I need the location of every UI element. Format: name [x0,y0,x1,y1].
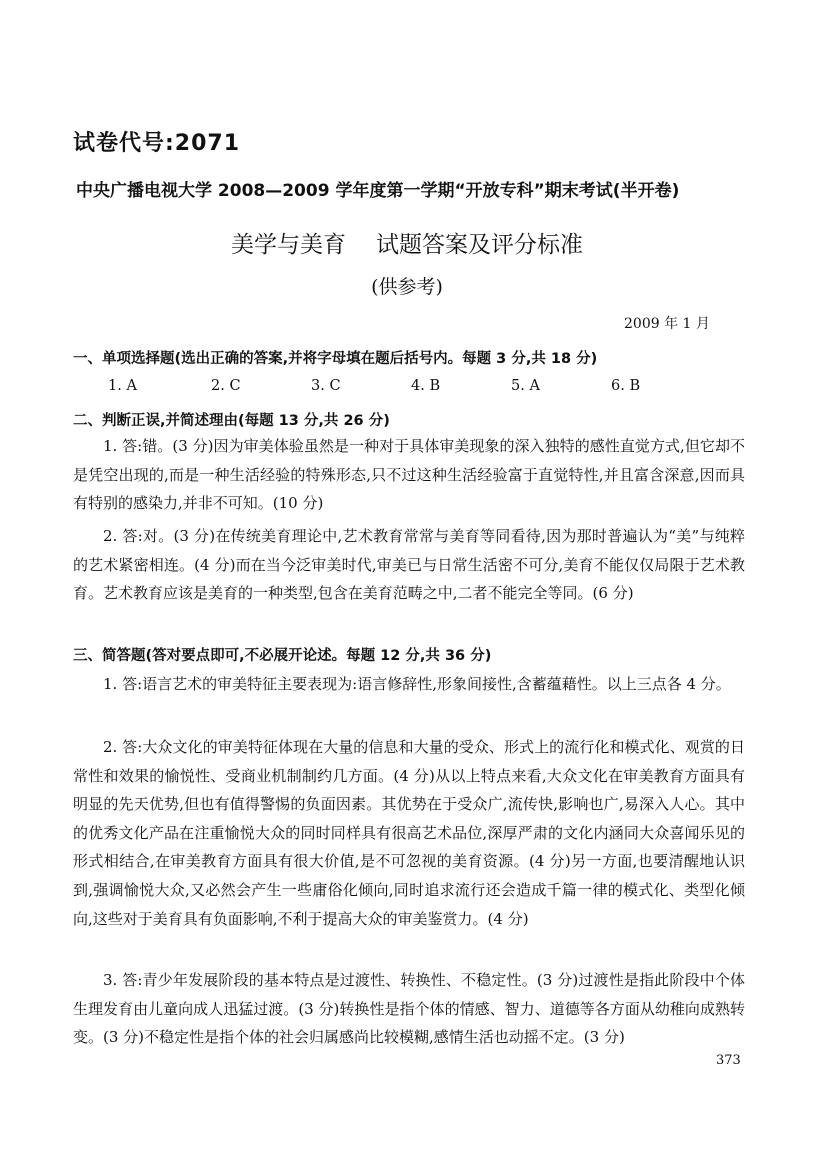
mc-answer-1: 1. A [108,378,137,394]
page-number: 373 [716,1053,741,1068]
section3-answer-3: 3. 答:青少年发展阶段的基本特点是过渡性、转换性、不稳定性。(3 分)过渡性是指此阶段中个体生理发育由儿童向成人迅猛过渡。(3 分)转换性是指个体的情感、智力、道德等各方面从幼稚向成熟转变。(3 分)不稳定性是指个体的社会归属感尚比较模糊,感情生活也动摇不定。(3 分) [73,971,745,1047]
section2-heading: 二、判断正误,并简述理由(每题 13 分,共 26 分) [73,413,390,429]
paper-code: 试卷代号:2071 [73,131,241,156]
exam-organization-line: 中央广播电视大学 2008—2009 学年度第一学期“开放专科”期末考试(半开卷) [76,181,680,201]
section1-heading: 一、单项选择题(选出正确的答案,并将字母填在题后括号内。每题 3 分,共 18 分) [73,351,598,367]
mc-answer-3: 3. C [311,378,341,394]
section3-heading: 三、简答题(答对要点即可,不必展开论述。每题 12 分,共 36 分) [73,648,492,664]
mc-answer-row [0,378,814,398]
mc-answer-4: 4. B [411,378,441,394]
section3-answer-2: 2. 答:大众文化的审美特征体现在大量的信息和大量的受众、形式上的流行化和模式化、观赏的日常性和效果的愉悦性、受商业机制制约几方面。(4 分)从以上特点来看,大众文化在审美教育方面具有明显的先天优势,但也有值得警惕的负面因素。其优势在于受众广,流传快,影响也广,易深入人心。其中的优秀文化产品在注重愉悦大众的同时同样具有很高艺术品位,深厚严肃的文化内涵同大众喜闻乐见的形式相结合,在审美教育方面具有很大价值,是不可忽视的美育资源。(4 分)另一方面,也要清醒地认识到,强调愉悦大众,又必然会产生一些庸俗化倾向,同时追求流行还会造成千篇一律的模式化、类型化倾向,这些对于美育具有负面影响,不利于提高大众的审美鉴赏力。(4 分) [73,738,745,928]
mc-answer-5: 5. A [511,378,540,394]
document-title [0,226,814,259]
mc-answer-2: 2. C [211,378,241,394]
section3-answer-1: 1. 答:语言艺术的审美特征主要表现为:语言修辞性,形象间接性,含蓄蕴藉性。以上三点各 4 分。 [103,675,731,693]
document-subtitle: (供参考) [371,276,443,298]
title-rest: 试题答案及评分标准 [376,232,583,258]
mc-answer-6: 6. B [611,378,641,394]
document-date: 2009 年 1 月 [624,316,710,332]
section2-answer-2: 2. 答:对。(3 分)在传统美育理论中,艺术教育常常与美育等同看待,因为那时普遍认为“美”与纯粹的艺术紧密相连。(4 分)而在当今泛审美时代,审美已与日常生活密不可分,美育不能仅仅局限于艺术教育。艺术教育应该是美育的一种类型,包含在美育范畴之中,二者不能完全等同。(6 分) [73,527,745,603]
title-course: 美学与美育 [231,232,346,258]
section2-answer-1: 1. 答:错。(3 分)因为审美体验虽然是一种对于具体审美现象的深入独特的感性直觉方式,但它却不是凭空出现的,而是一种生活经验的特殊形态,只不过这种生活经验富于直觉特性,并且富含深意,因而具有特别的感染力,并非不可知。(10 分) [73,437,745,513]
